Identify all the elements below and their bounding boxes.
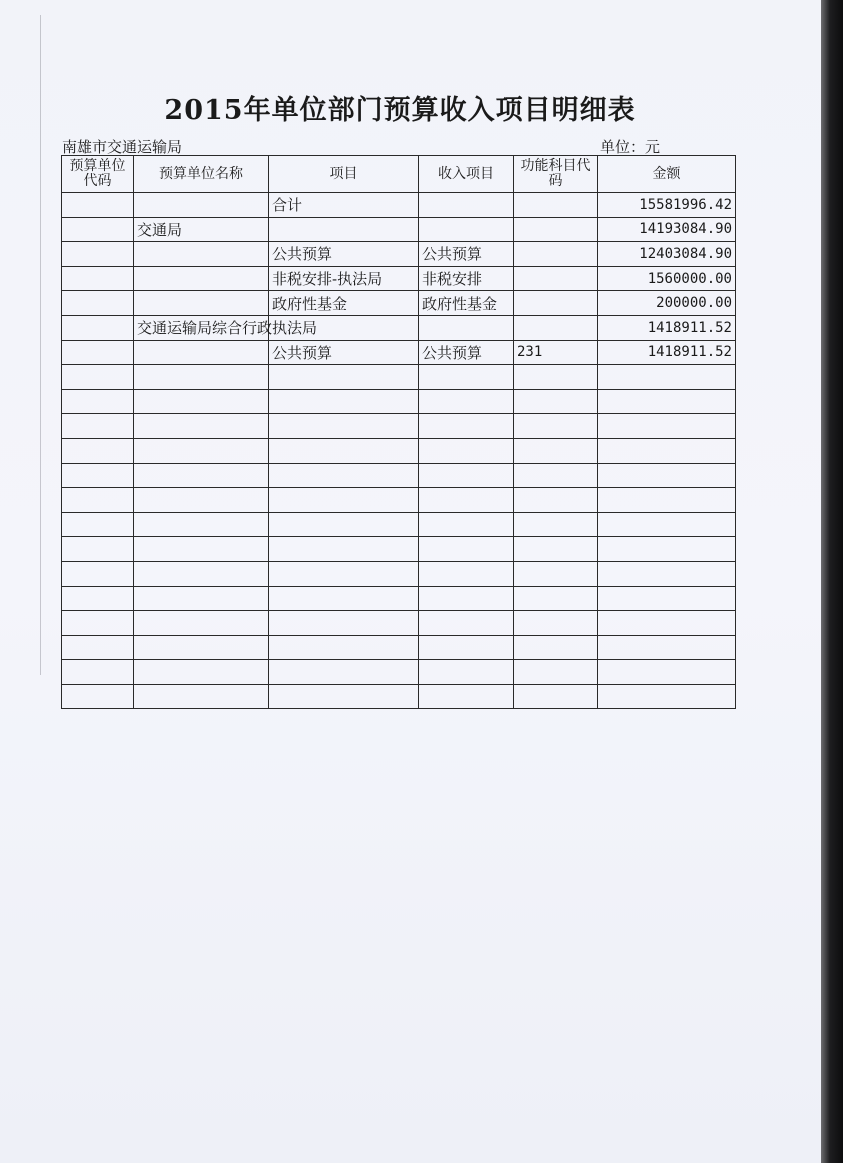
cell-income-item [419,315,514,340]
cell-project: 政府性基金 [269,291,419,316]
empty-cell [419,389,514,414]
empty-cell [134,488,269,513]
empty-cell [269,512,419,537]
empty-cell [514,537,598,562]
cell-func-code [514,291,598,316]
empty-cell [598,586,736,611]
cell-unit-code [62,315,134,340]
empty-cell [62,611,134,636]
empty-cell [514,389,598,414]
cell-project: 公共预算 [269,340,419,365]
cell-func-code [514,242,598,267]
cell-amount: 12403084.90 [598,242,736,267]
cell-project: 合计 [269,193,419,218]
cell-unit-name [134,266,269,291]
empty-cell [419,684,514,709]
cell-amount: 15581996.42 [598,193,736,218]
empty-cell [514,586,598,611]
empty-cell [598,635,736,660]
empty-cell [269,488,419,513]
empty-cell [134,414,269,439]
empty-cell [598,537,736,562]
empty-cell [419,537,514,562]
empty-cell [514,561,598,586]
cell-income-item [419,217,514,242]
table-header-row [62,156,736,193]
header-project: 项目 [269,156,419,193]
empty-cell [514,635,598,660]
cell-func-code [514,217,598,242]
empty-cell [514,365,598,390]
empty-cell [62,660,134,685]
cell-func-code [514,315,598,340]
cell-income-item: 非税安排 [419,266,514,291]
empty-cell [62,537,134,562]
empty-cell [514,488,598,513]
cell-income-item: 政府性基金 [419,291,514,316]
cell-project [269,217,419,242]
header-func-code: 功能科目代码 [514,156,598,193]
empty-cell [134,561,269,586]
empty-table-row [62,438,736,463]
cell-unit-code [62,340,134,365]
empty-cell [134,438,269,463]
empty-cell [269,365,419,390]
table-row [62,217,736,242]
empty-cell [514,438,598,463]
empty-cell [269,635,419,660]
empty-cell [62,684,134,709]
empty-cell [134,389,269,414]
cell-amount: 14193084.90 [598,217,736,242]
empty-cell [269,463,419,488]
empty-cell [598,414,736,439]
header-unit-code: 预算单位代码 [62,156,134,193]
currency-unit: 单位：元 [600,138,661,156]
empty-cell [598,611,736,636]
empty-cell [269,414,419,439]
table-row [62,193,736,218]
empty-table-row [62,414,736,439]
empty-cell [62,365,134,390]
header-unit-name: 预算单位名称 [134,156,269,193]
table-body [62,193,736,709]
empty-cell [62,389,134,414]
empty-table-row [62,537,736,562]
header-income-item: 收入项目 [419,156,514,193]
empty-cell [62,463,134,488]
empty-cell [62,512,134,537]
empty-cell [134,537,269,562]
organization-name: 南雄市交通运输局 [62,138,183,156]
empty-cell [419,586,514,611]
empty-cell [134,660,269,685]
scanner-edge [821,0,843,1163]
empty-cell [62,438,134,463]
cell-unit-name: 交通运输局综合行政执法局 [134,315,269,340]
cell-unit-name [134,340,269,365]
empty-cell [419,365,514,390]
table-row [62,242,736,267]
empty-cell [419,561,514,586]
cell-unit-code [62,291,134,316]
empty-cell [134,635,269,660]
cell-income-item [419,193,514,218]
page-title: 2015年单位部门预算收入项目明细表 [164,95,636,126]
empty-table-row [62,389,736,414]
table-row [62,291,736,316]
empty-cell [419,463,514,488]
cell-income-item: 公共预算 [419,242,514,267]
cell-amount: 1418911.52 [598,340,736,365]
cell-func-code [514,266,598,291]
empty-cell [514,463,598,488]
empty-cell [598,438,736,463]
empty-table-row [62,660,736,685]
empty-cell [419,611,514,636]
empty-cell [269,561,419,586]
cell-unit-code [62,193,134,218]
empty-cell [598,365,736,390]
cell-amount: 200000.00 [598,291,736,316]
cell-func-code: 231 [514,340,598,365]
empty-cell [134,512,269,537]
empty-cell [419,414,514,439]
empty-table-row [62,561,736,586]
table-row [62,315,736,340]
cell-unit-name [134,291,269,316]
cell-income-item: 公共预算 [419,340,514,365]
empty-cell [62,488,134,513]
empty-cell [269,438,419,463]
empty-cell [62,586,134,611]
cell-unit-code [62,242,134,267]
empty-cell [62,414,134,439]
cell-amount: 1560000.00 [598,266,736,291]
empty-cell [598,512,736,537]
header-amount: 金额 [598,156,736,193]
empty-cell [514,660,598,685]
empty-cell [134,365,269,390]
empty-table-row [62,586,736,611]
empty-table-row [62,463,736,488]
cell-unit-code [62,217,134,242]
empty-cell [419,635,514,660]
cell-project: 公共预算 [269,242,419,267]
cell-project: 非税安排-执法局 [269,266,419,291]
empty-cell [62,635,134,660]
empty-cell [269,389,419,414]
empty-cell [269,660,419,685]
empty-cell [598,389,736,414]
empty-cell [419,512,514,537]
empty-cell [598,684,736,709]
cell-unit-name: 交通局 [134,217,269,242]
empty-table-row [62,684,736,709]
empty-table-row [62,512,736,537]
cell-amount: 1418911.52 [598,315,736,340]
empty-table-row [62,365,736,390]
empty-cell [514,512,598,537]
empty-cell [269,684,419,709]
empty-cell [269,586,419,611]
empty-cell [134,611,269,636]
empty-cell [134,463,269,488]
empty-table-row [62,635,736,660]
empty-cell [598,561,736,586]
budget-income-table [61,155,736,709]
table-row [62,266,736,291]
empty-cell [269,537,419,562]
table-row [62,340,736,365]
empty-table-row [62,488,736,513]
empty-cell [419,488,514,513]
cell-unit-name [134,242,269,267]
empty-cell [62,561,134,586]
empty-cell [419,660,514,685]
empty-cell [598,463,736,488]
empty-cell [514,684,598,709]
empty-cell [514,611,598,636]
empty-table-row [62,611,736,636]
empty-cell [598,660,736,685]
empty-cell [419,438,514,463]
cell-unit-code [62,266,134,291]
empty-cell [598,488,736,513]
empty-cell [134,586,269,611]
cell-unit-name [134,193,269,218]
cell-func-code [514,193,598,218]
empty-cell [269,611,419,636]
empty-cell [134,684,269,709]
empty-cell [514,414,598,439]
